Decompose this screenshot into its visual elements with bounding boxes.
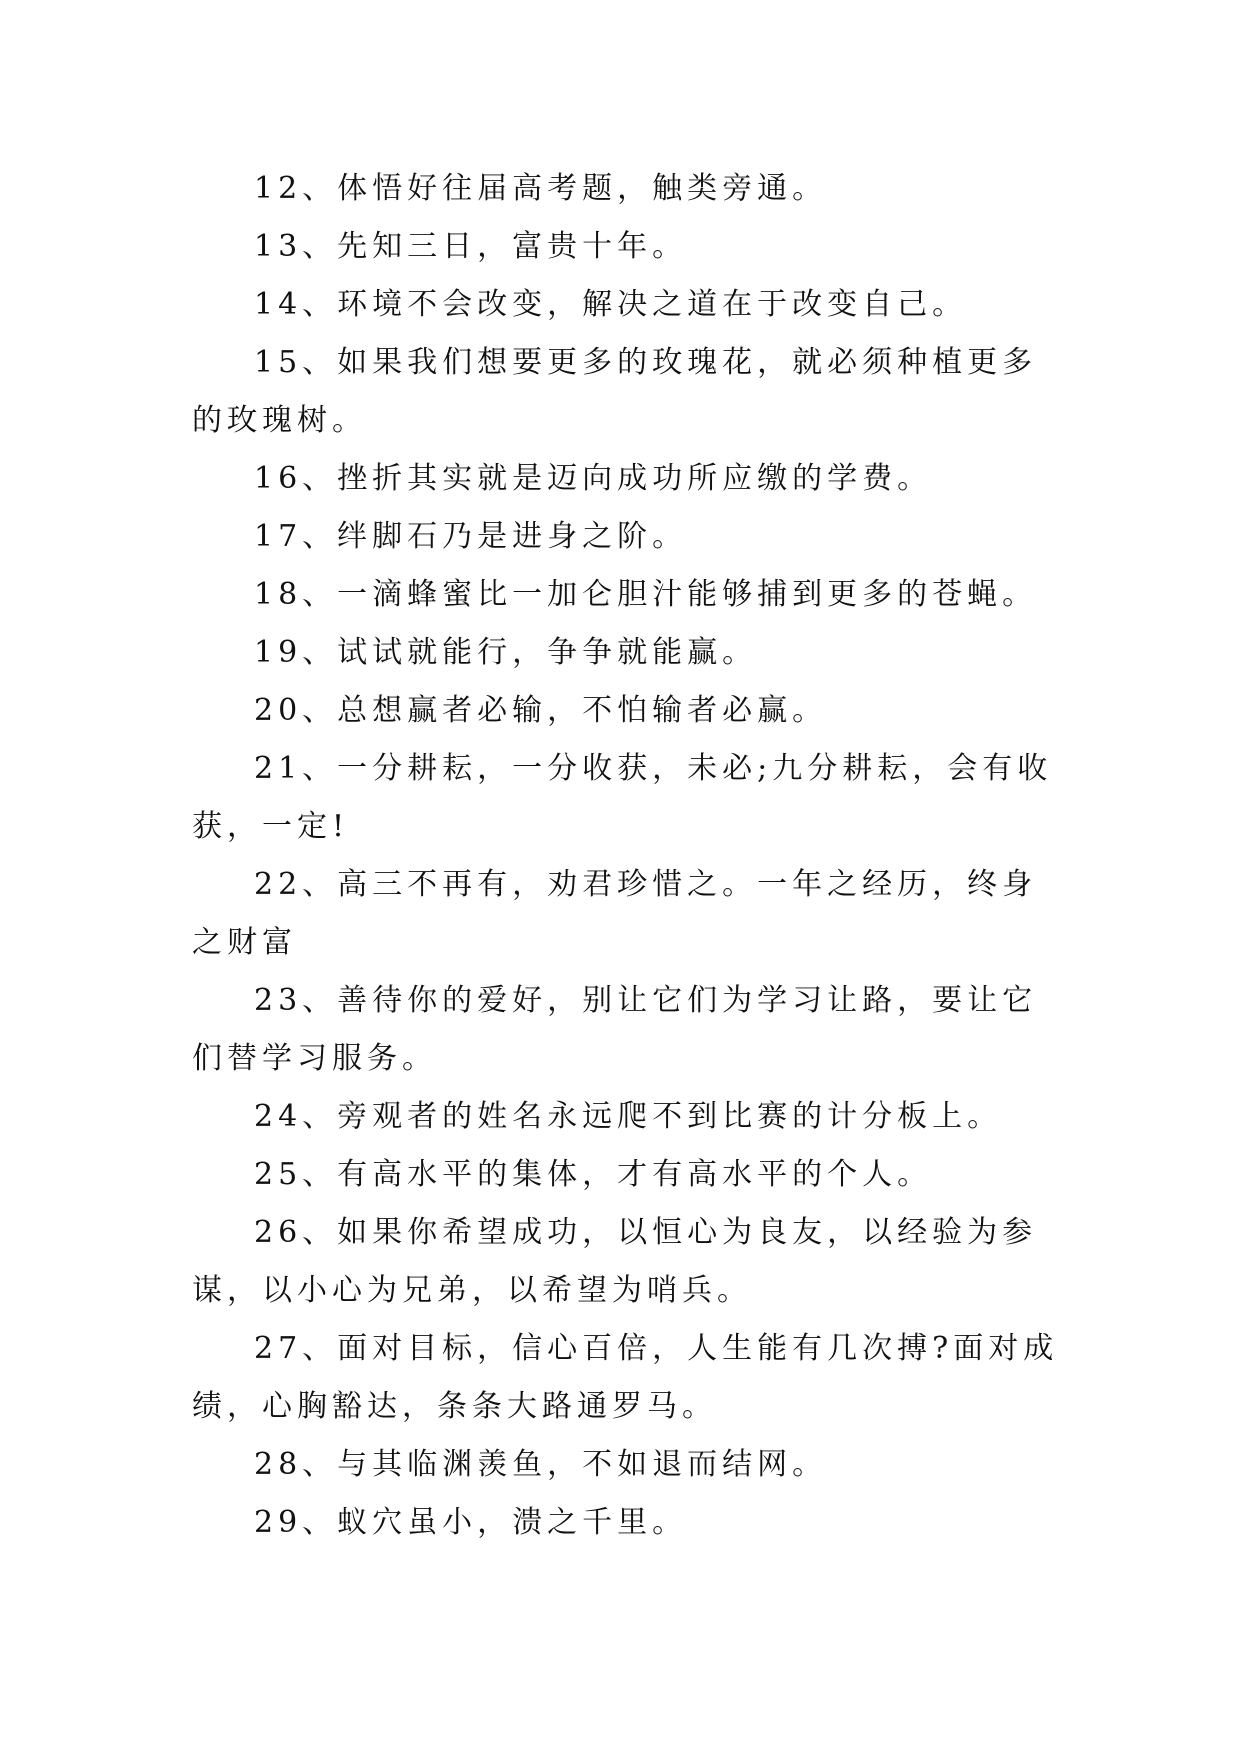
list-item: 15、如果我们想要更多的玫瑰花，就必须种植更多的玫瑰树。 (192, 345, 1038, 438)
list-item: 24、旁观者的姓名永远爬不到比赛的计分板上。 (254, 1099, 1003, 1134)
list-item: 26、如果你希望成功，以恒心为良友，以经验为参谋，以小心为兄弟，以希望为哨兵。 (192, 1215, 1038, 1308)
list-item: 25、有高水平的集体，才有高水平的个人。 (254, 1157, 933, 1192)
list-item: 12、体悟好往届高考题，触类旁通。 (254, 171, 828, 206)
list-item: 20、总想赢者必输，不怕输者必赢。 (254, 693, 828, 728)
list-item: 17、绊脚石乃是进身之阶。 (254, 519, 688, 554)
list-item: 27、面对目标，信心百倍，人生能有几次搏?面对成绩，心胸豁达，条条大路通罗马。 (192, 1331, 1059, 1424)
list-item: 22、高三不再有，劝君珍惜之。一年之经历，终身之财富 (192, 867, 1038, 960)
list-item: 21、一分耕耘，一分收获，未必;九分耕耘，会有收获，一定! (192, 751, 1053, 844)
document-body (192, 160, 1072, 1552)
list-item: 28、与其临渊羡鱼，不如退而结网。 (254, 1447, 828, 1482)
list-item: 19、试试就能行，争争就能赢。 (254, 635, 758, 670)
list-item: 18、一滴蜂蜜比一加仑胆汁能够捕到更多的苍蝇。 (254, 577, 1038, 612)
list-item: 14、环境不会改变，解决之道在于改变自己。 (254, 287, 968, 322)
list-item: 23、善待你的爱好，别让它们为学习让路，要让它们替学习服务。 (192, 983, 1038, 1076)
list-item: 13、先知三日，富贵十年。 (254, 229, 688, 264)
list-item: 16、挫折其实就是迈向成功所应缴的学费。 (254, 461, 933, 496)
list-item: 29、蚁穴虽小，溃之千里。 (254, 1505, 688, 1540)
